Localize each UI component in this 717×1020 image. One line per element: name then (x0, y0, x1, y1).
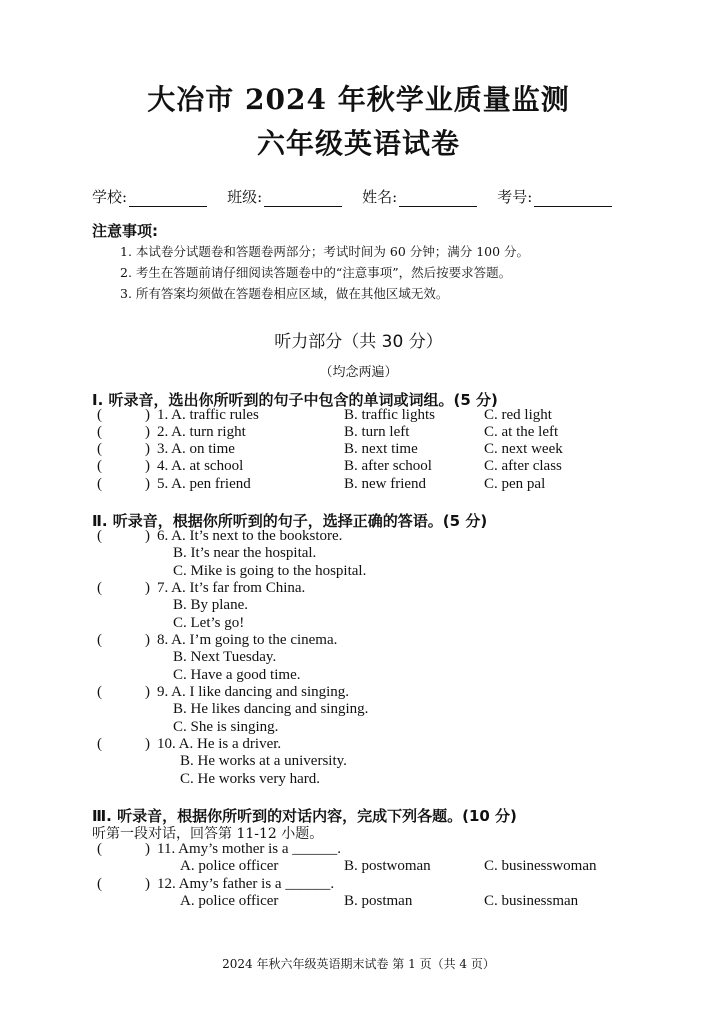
question-option-b: B. It’s near the hospital. (173, 545, 317, 561)
question-option-c: C. Let’s go! (173, 615, 245, 631)
exam-title-line2: 六年级英语试卷 (256, 127, 460, 160)
question-option-c: C. businessman (484, 893, 579, 909)
answer-paren-close: ) (145, 736, 150, 752)
question-option-b: B. By plane. (173, 597, 248, 613)
question-option-b: B. He likes dancing and singing. (173, 701, 369, 717)
question-option-b: B. traffic lights (344, 407, 435, 423)
question-option-a: 7. A. It’s far from China. (157, 580, 306, 596)
exam-number-label: 考号: (497, 188, 533, 206)
answer-paren-open[interactable]: ( (97, 632, 102, 648)
school-blank[interactable] (129, 191, 207, 207)
name-label: 姓名: (362, 188, 398, 206)
question-stem: 12. Amy’s father is a ______. (157, 876, 335, 892)
notes-heading: 注意事项: (92, 222, 158, 240)
question-option-a: A. police officer (180, 858, 279, 874)
school-field[interactable] (92, 186, 207, 207)
note-item: 1. 本试卷分试题卷和答题卷两部分；考试时间为 60 分钟；满分 100 分。 (120, 244, 530, 259)
answer-paren-close: ) (145, 407, 150, 423)
page-footer: 2024 年秋六年级英语期末试卷 第 1 页（共 4 页） (222, 957, 495, 971)
question-option-a: 2. A. turn right (157, 424, 246, 440)
question-stem: 11. Amy’s mother is a ______. (157, 841, 342, 857)
question-option-c: C. businesswoman (484, 858, 597, 874)
question-option-a: 9. A. I like dancing and singing. (157, 684, 350, 700)
answer-paren-close: ) (145, 876, 150, 892)
listening-part-subtitle: （均念两遍） (319, 365, 398, 380)
question-option-b: B. turn left (344, 424, 410, 440)
section3-intro: 听第一段对话，回答第 11-12 小题。 (92, 826, 324, 842)
answer-paren-close: ) (145, 580, 150, 596)
name-blank[interactable] (399, 191, 477, 207)
question-option-b: B. after school (344, 458, 432, 474)
question-option-a: 6. A. It’s next to the bookstore. (157, 528, 343, 544)
question-option-b: B. Next Tuesday. (173, 649, 277, 665)
answer-paren-open[interactable]: ( (97, 458, 102, 474)
answer-paren-close: ) (145, 476, 150, 492)
question-option-b: B. He works at a university. (180, 753, 347, 769)
question-option-a: A. police officer (180, 893, 279, 909)
question-option-b: B. postwoman (344, 858, 431, 874)
answer-paren-close: ) (145, 528, 150, 544)
exam-number-field[interactable] (497, 186, 612, 207)
answer-paren-open[interactable]: ( (97, 736, 102, 752)
school-label: 学校: (92, 188, 128, 206)
name-field[interactable] (362, 186, 477, 207)
answer-paren-open[interactable]: ( (97, 441, 102, 457)
answer-paren-close: ) (145, 841, 150, 857)
answer-paren-open[interactable]: ( (97, 528, 102, 544)
class-blank[interactable] (264, 191, 342, 207)
question-option-a: 3. A. on time (157, 441, 235, 457)
student-info-row (92, 186, 632, 207)
class-label: 班级: (227, 188, 263, 206)
answer-paren-open[interactable]: ( (97, 580, 102, 596)
question-option-c: C. red light (484, 407, 552, 423)
question-option-b: B. postman (344, 893, 413, 909)
question-option-c: C. He works very hard. (180, 771, 320, 787)
answer-paren-open[interactable]: ( (97, 876, 102, 892)
question-option-a: 10. A. He is a driver. (157, 736, 282, 752)
answer-paren-close: ) (145, 424, 150, 440)
question-option-c: C. at the left (484, 424, 559, 440)
question-option-a: 4. A. at school (157, 458, 244, 474)
answer-paren-open[interactable]: ( (97, 424, 102, 440)
question-option-b: B. new friend (344, 476, 427, 492)
question-option-c: C. pen pal (484, 476, 546, 492)
answer-paren-open[interactable]: ( (97, 407, 102, 423)
class-field[interactable] (227, 186, 342, 207)
exam-number-blank[interactable] (534, 191, 612, 207)
answer-paren-close: ) (145, 441, 150, 457)
answer-paren-close: ) (145, 458, 150, 474)
question-option-c: C. Mike is going to the hospital. (173, 563, 367, 579)
section1-heading: Ⅰ. 听录音，选出你所听到的句子中包含的单词或词组。(5 分) (92, 391, 498, 409)
question-option-a: 5. A. pen friend (157, 476, 251, 492)
answer-paren-open[interactable]: ( (97, 841, 102, 857)
question-option-a: 8. A. I’m going to the cinema. (157, 632, 338, 648)
question-option-c: C. after class (484, 458, 562, 474)
answer-paren-close: ) (145, 632, 150, 648)
exam-title-line1: 大冶市 2024 年秋学业质量监测 (147, 83, 570, 116)
note-item: 3. 所有答案均须做在答题卷相应区域，做在其他区域无效。 (120, 286, 449, 301)
question-option-c: C. next week (484, 441, 563, 457)
answer-paren-close: ) (145, 684, 150, 700)
question-option-c: C. Have a good time. (173, 667, 301, 683)
note-item: 2. 考生在答题前请仔细阅读答题卷中的“注意事项”，然后按要求答题。 (120, 265, 512, 280)
listening-part-title: 听力部分（共 30 分） (274, 332, 443, 352)
answer-paren-open[interactable]: ( (97, 476, 102, 492)
question-option-c: C. She is singing. (173, 719, 279, 735)
section2-heading: Ⅱ. 听录音，根据你所听到的句子，选择正确的答语。(5 分) (92, 512, 488, 530)
question-option-b: B. next time (344, 441, 418, 457)
answer-paren-open[interactable]: ( (97, 684, 102, 700)
question-option-a: 1. A. traffic rules (157, 407, 259, 423)
section3-heading: Ⅲ. 听录音，根据你所听到的对话内容，完成下列各题。(10 分) (92, 807, 517, 825)
